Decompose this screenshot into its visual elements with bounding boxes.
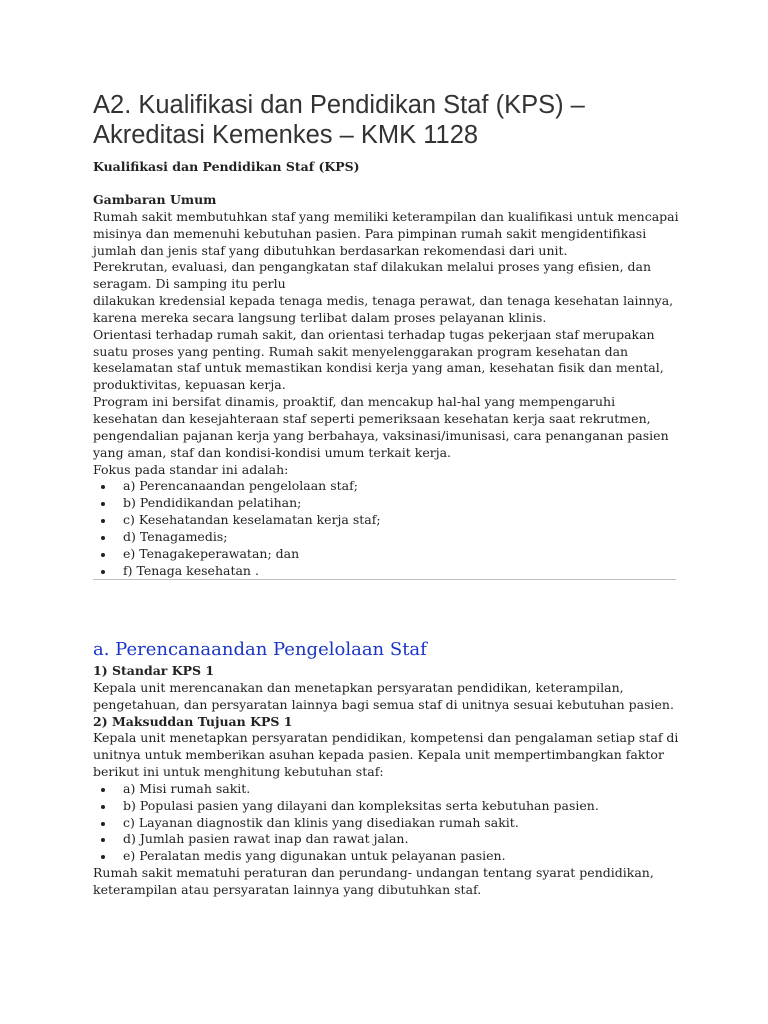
list-item: b) Populasi pasien yang dilayani dan kompleksitas serta kebutuhan pasien.: [93, 798, 683, 815]
overview-section: [93, 192, 683, 579]
standard-heading: 1) Standar KPS 1: [93, 663, 215, 678]
list-item: c) Kesehatandan keselamatan kerja staf;: [93, 512, 683, 529]
section-a-body: [93, 663, 683, 899]
list-item: e) Tenagakeperawatan; dan: [93, 546, 683, 563]
purpose-heading: 2) Maksuddan Tujuan KPS 1: [93, 713, 293, 729]
factor-list: [93, 781, 683, 865]
list-item: a) Misi rumah sakit.: [93, 781, 683, 798]
focus-list: [93, 478, 683, 579]
overview-paragraph: Fokus pada standar ini adalah:: [93, 461, 289, 477]
purpose-text: Kepala unit menetapkan persyaratan pendidikan, kompetensi dan pengalaman setiap staf di unitnya untuk memberikan asuhan kepada pasien. Kepala unit mempertimbangkan faktor berikut ini untuk menghitung kebutuhan staf:: [93, 730, 679, 780]
closing-text: Rumah sakit mematuhi peraturan dan perundang- undangan tentang syarat pendidikan, keterampilan atau persyaratan lainnya yang dibutuhkan staf.: [93, 865, 654, 897]
overview-paragraph: Program ini bersifat dinamis, proaktif, dan mencakup hal-hal yang mempengaruhi kesehatan dan kesejahteraan staf seperti pemeriksaan kesehatan kerja saat rekrutmen, pengendalian pajanan kerja yang berbahaya, vaksinasi/imunisasi, cara penanganan pasien yang aman, staf dan kondisi-kondisi umum terkait kerja.: [93, 394, 669, 460]
list-item: b) Pendidikandan pelatihan;: [93, 495, 683, 512]
overview-paragraph: Orientasi terhadap rumah sakit, dan orientasi terhadap tugas pekerjaan staf merupakan suatu proses yang penting. Rumah sakit menyelenggarakan program kesehatan dan keselamatan staf untuk memastikan kondisi kerja yang aman, kesehatan fisik dan mental, produktivitas, kepuasan kerja.: [93, 326, 664, 393]
overview-heading: Gambaran Umum: [93, 192, 217, 207]
overview-paragraph: dilakukan kredensial kepada tenaga medis, tenaga perawat, dan tenaga kesehatan lainnya, karena mereka secara langsung terlibat dalam proses pelayanan klinis.: [93, 293, 674, 325]
section-heading: a. Perencanaandan Pengelolaan Staf: [93, 639, 427, 660]
list-item: d) Tenagamedis;: [93, 529, 683, 546]
document-subtitle: Kualifikasi dan Pendidikan Staf (KPS): [93, 159, 360, 174]
overview-paragraph: Rumah sakit membutuhkan staf yang memiliki keterampilan dan kualifikasi untuk mencapai misinya dan memenuhi kebutuhan pasien. Para pimpinan rumah sakit mengidentifikasi jumlah dan jenis staf yang dibutuhkan berdasarkan rekomendasi dari unit.: [93, 208, 679, 258]
overview-paragraph: Perekrutan, evaluasi, dan pengangkatan staf dilakukan melalui proses yang efisien, dan seragam. Di samping itu perlu: [93, 259, 652, 292]
list-item: d) Jumlah pasien rawat inap dan rawat jalan.: [93, 831, 683, 848]
list-item: c) Layanan diagnostik dan klinis yang disediakan rumah sakit.: [93, 815, 683, 832]
page-title: A2. Kualifikasi dan Pendidikan Staf (KPS) – Akreditasi Kemenkes – KMK 1128: [93, 91, 585, 149]
list-item: a) Perencanaandan pengelolaan staf;: [93, 478, 683, 495]
standard-text: Kepala unit merencanakan dan menetapkan persyaratan pendidikan, keterampilan, pengetahuan, dan persyaratan lainnya bagi semua staf di unitnya sesuai kebutuhan pasien.: [93, 679, 674, 712]
list-item: e) Peralatan medis yang digunakan untuk pelayanan pasien.: [93, 848, 683, 865]
list-item: f) Tenaga kesehatan .: [93, 563, 683, 580]
section-divider: [93, 579, 676, 580]
